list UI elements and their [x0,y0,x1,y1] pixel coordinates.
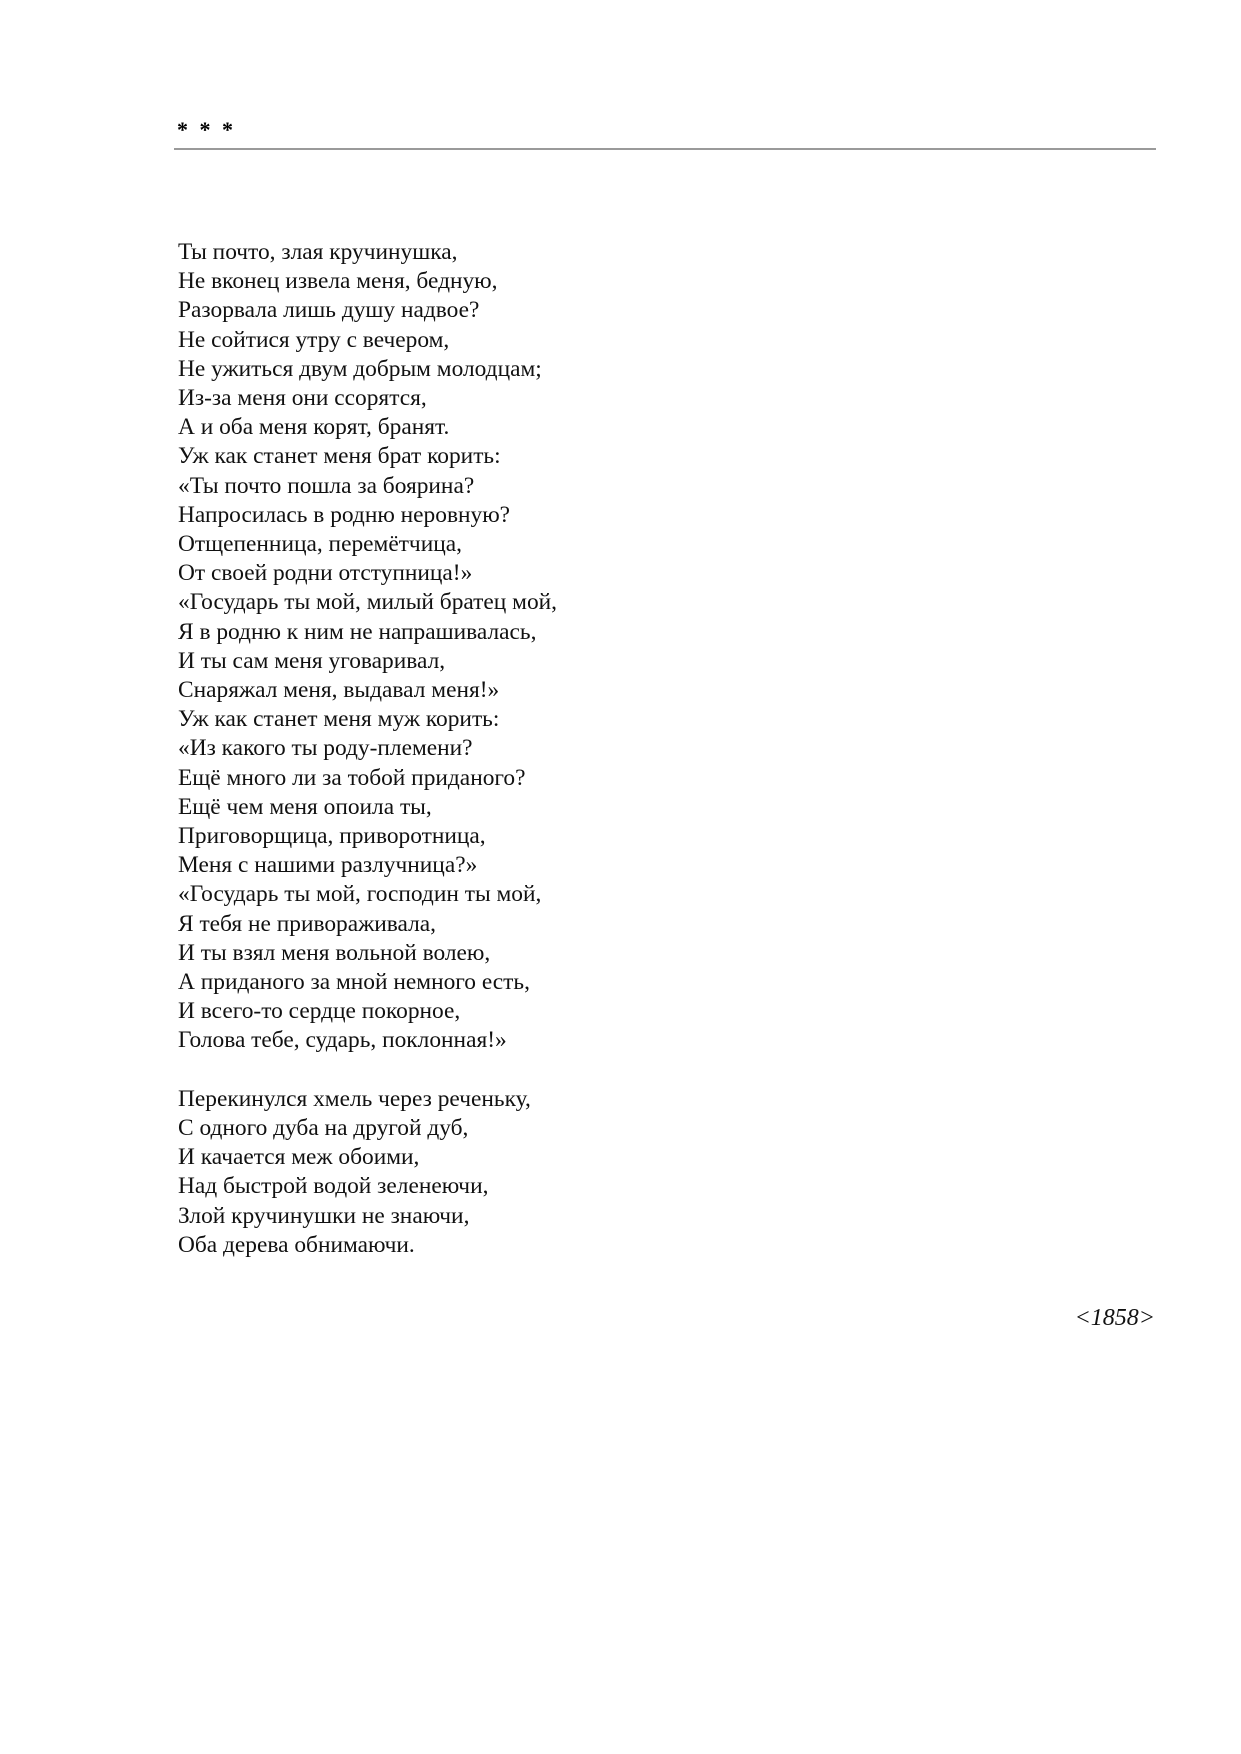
verse-line: С одного дуба на другой дуб, [178,1114,469,1141]
verse-line: Злой кручинушки не знаючи, [178,1202,470,1229]
verse-line: Ещё чем меня опоила ты, [178,793,432,820]
verse-line: Из-за меня они ссорятся, [178,385,427,412]
verse-line: Снаряжал меня, выдавал меня!» [178,677,500,704]
verse-line: Перекинулся хмель через реченьку, [178,1085,531,1112]
section-mark-asterisks: * * * [177,117,236,142]
verse-line: Ещё много ли за тобой приданого? [178,764,526,791]
verse-line: И ты взял меня вольной волею, [178,939,491,966]
verse-line: Я в родню к ним не напрашивалась, [178,618,537,645]
verse-line: Отщепенница, перемётчица, [178,531,462,558]
verse-line: «Из какого ты роду-племени? [178,735,473,762]
verse-line: Оба дерева обнимаючи. [178,1231,415,1258]
verse-line: От своей родни отступница!» [178,560,473,587]
verse-line: Меня с нашими разлучница?» [178,852,478,879]
verse-line: Не сойтися утру с вечером, [178,326,450,353]
poem-stanza-1 [178,238,1078,1056]
verse-line: Голова тебе, сударь, поклонная!» [178,1027,507,1054]
verse-line: Напросилась в родню неровную? [178,501,511,528]
verse-line: Приговорщица, приворотница, [178,823,486,850]
verse-line: Уж как станет меня муж корить: [178,706,500,733]
verse-line: Над быстрой водой зеленеючи, [178,1173,489,1200]
verse-line: Уж как станет меня брат корить: [178,443,501,470]
verse-line: И ты сам меня уговаривал, [178,647,446,674]
verse-line: «Ты почто пошла за боярина? [178,472,475,499]
verse-line: «Государь ты мой, милый братец мой, [178,589,557,616]
verse-line: Не вконец извела меня, бедную, [178,268,498,295]
verse-line: Не ужиться двум добрым молодцам; [178,355,542,382]
verse-line: А приданого за мной немного есть, [178,969,530,996]
verse-line: А и оба меня корят, бранят. [178,414,450,441]
verse-line: И всего-то сердце покорное, [178,998,461,1025]
poem-body [178,238,1078,1260]
verse-line: Ты почто, злая кручинушка, [178,239,458,265]
verse-line: «Государь ты мой, господин ты мой, [178,881,542,908]
verse-line: Я тебя не привораживала, [178,910,437,937]
poem-date: <1858> [1074,1305,1155,1331]
page-header [174,112,1156,150]
verse-line: И качается меж обоими, [178,1144,420,1171]
poem-stanza-2 [178,1085,1078,1260]
verse-line: Разорвала лишь душу надвое? [178,297,480,324]
